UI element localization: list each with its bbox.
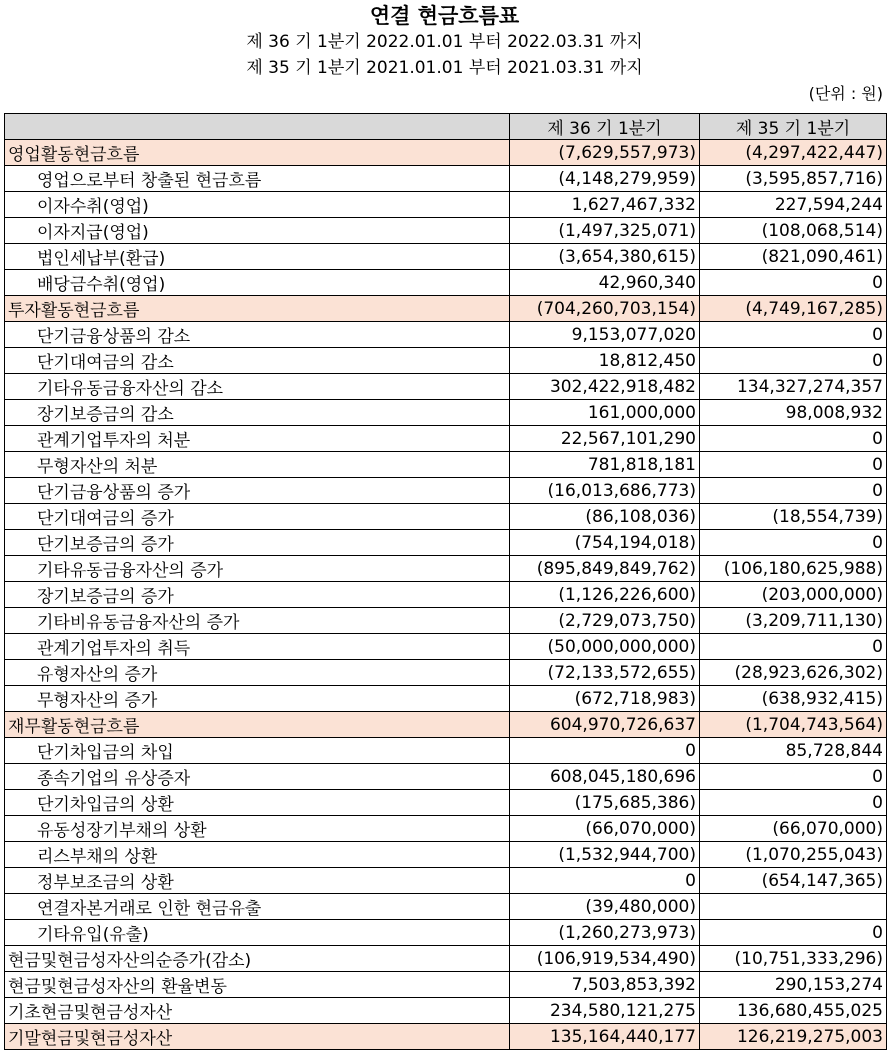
table-row [5, 764, 887, 790]
value-current: (106,919,534,490) [510, 946, 700, 972]
value-current: (66,070,000) [510, 816, 700, 842]
value-prior: 0 [700, 348, 887, 374]
value-prior: 227,594,244 [700, 192, 887, 218]
value-current: 42,960,340 [510, 270, 700, 296]
page-title: 연결 현금흐름표 [369, 4, 520, 28]
value-prior: 0 [700, 478, 887, 504]
value-current: (704,260,703,154) [510, 296, 700, 322]
header-account [5, 114, 510, 140]
value-current: (4,148,279,959) [510, 166, 700, 192]
table-row [5, 920, 887, 946]
table-row [5, 322, 887, 348]
row-label: 단기대여금의 증가 [5, 504, 510, 530]
table-header-row [5, 114, 887, 140]
value-prior: 98,008,932 [700, 400, 887, 426]
value-prior: 0 [700, 530, 887, 556]
row-label: 단기금융상품의 감소 [5, 322, 510, 348]
value-current: (175,685,386) [510, 790, 700, 816]
value-current: 135,164,440,177 [510, 1024, 700, 1050]
value-prior: (821,090,461) [700, 244, 887, 270]
row-label: 현금및현금성자산의순증가(감소) [5, 946, 510, 972]
value-prior: (106,180,625,988) [700, 556, 887, 582]
row-label: 배당금수취(영업) [5, 270, 510, 296]
value-prior: 85,728,844 [700, 738, 887, 764]
value-prior: (66,070,000) [700, 816, 887, 842]
period-current: 제 36 기 1분기 2022.01.01 부터 2022.03.31 까지 [246, 32, 643, 52]
value-prior: 126,219,275,003 [700, 1024, 887, 1050]
value-prior: (1,704,743,564) [700, 712, 887, 738]
value-prior: 0 [700, 764, 887, 790]
row-label: 단기차입금의 차입 [5, 738, 510, 764]
value-current: (86,108,036) [510, 504, 700, 530]
period-prior: 제 35 기 1분기 2021.01.01 부터 2021.03.31 까지 [246, 58, 643, 78]
row-label: 단기금융상품의 증가 [5, 478, 510, 504]
table-row [5, 1024, 887, 1050]
table-row [5, 348, 887, 374]
table-row [5, 296, 887, 322]
row-label: 관계기업투자의 처분 [5, 426, 510, 452]
table-row [5, 998, 887, 1024]
value-current: (1,126,226,600) [510, 582, 700, 608]
table-row [5, 270, 887, 296]
table-row [5, 868, 887, 894]
value-current: 7,503,853,392 [510, 972, 700, 998]
value-current: 18,812,450 [510, 348, 700, 374]
row-label: 기타비유동금융자산의 증가 [5, 608, 510, 634]
row-label: 유동성장기부채의 상환 [5, 816, 510, 842]
value-prior: 0 [700, 452, 887, 478]
row-label: 현금및현금성자산의 환율변동 [5, 972, 510, 998]
value-prior: 0 [700, 790, 887, 816]
table-row [5, 790, 887, 816]
value-prior: (203,000,000) [700, 582, 887, 608]
table-row [5, 140, 887, 166]
value-current: (16,013,686,773) [510, 478, 700, 504]
row-label: 기타유동금융자산의 증가 [5, 556, 510, 582]
value-prior: (18,554,739) [700, 504, 887, 530]
value-current: (754,194,018) [510, 530, 700, 556]
table-row [5, 712, 887, 738]
value-prior: 0 [700, 322, 887, 348]
row-label: 장기보증금의 감소 [5, 400, 510, 426]
table-row [5, 738, 887, 764]
table-row [5, 842, 887, 868]
value-prior: (3,595,857,716) [700, 166, 887, 192]
row-label: 관계기업투자의 취득 [5, 634, 510, 660]
unit-label: (단위 : 원) [808, 84, 883, 103]
value-prior: 134,327,274,357 [700, 374, 887, 400]
table-row [5, 374, 887, 400]
table-row [5, 166, 887, 192]
value-current: 22,567,101,290 [510, 426, 700, 452]
value-prior: (1,070,255,043) [700, 842, 887, 868]
table-row [5, 946, 887, 972]
value-current: (1,260,273,973) [510, 920, 700, 946]
table-row [5, 816, 887, 842]
value-current: 781,818,181 [510, 452, 700, 478]
row-label: 기말현금및현금성자산 [5, 1024, 510, 1050]
table-row [5, 400, 887, 426]
value-current: 608,045,180,696 [510, 764, 700, 790]
value-current: (2,729,073,750) [510, 608, 700, 634]
value-prior: (28,923,626,302) [700, 660, 887, 686]
table-row [5, 192, 887, 218]
value-prior: 136,680,455,025 [700, 998, 887, 1024]
value-prior: 0 [700, 920, 887, 946]
row-label: 종속기업의 유상증자 [5, 764, 510, 790]
value-prior: (3,209,711,130) [700, 608, 887, 634]
value-prior: (4,749,167,285) [700, 296, 887, 322]
value-current: (672,718,983) [510, 686, 700, 712]
row-label: 유형자산의 증가 [5, 660, 510, 686]
row-label: 단기대여금의 감소 [5, 348, 510, 374]
value-prior: (654,147,365) [700, 868, 887, 894]
table-row [5, 478, 887, 504]
table-row [5, 504, 887, 530]
value-current: (1,497,325,071) [510, 218, 700, 244]
row-label: 재무활동현금흐름 [5, 712, 510, 738]
row-label: 기초현금및현금성자산 [5, 998, 510, 1024]
row-label: 장기보증금의 증가 [5, 582, 510, 608]
row-label: 정부보조금의 상환 [5, 868, 510, 894]
value-current: (50,000,000,000) [510, 634, 700, 660]
row-label: 단기차입금의 상환 [5, 790, 510, 816]
row-label: 기타유입(유출) [5, 920, 510, 946]
value-prior: 290,153,274 [700, 972, 887, 998]
value-current: 1,627,467,332 [510, 192, 700, 218]
value-current: (3,654,380,615) [510, 244, 700, 270]
table-row [5, 686, 887, 712]
value-current: (1,532,944,700) [510, 842, 700, 868]
table-row [5, 530, 887, 556]
cash-flow-table [4, 113, 887, 1050]
value-current: (39,480,000) [510, 894, 700, 920]
row-label: 무형자산의 증가 [5, 686, 510, 712]
row-label: 단기보증금의 증가 [5, 530, 510, 556]
value-prior: (638,932,415) [700, 686, 887, 712]
table-row [5, 556, 887, 582]
row-label: 이자수취(영업) [5, 192, 510, 218]
table-row [5, 244, 887, 270]
value-current: 9,153,077,020 [510, 322, 700, 348]
table-row [5, 218, 887, 244]
row-label: 리스부채의 상환 [5, 842, 510, 868]
value-prior: 0 [700, 270, 887, 296]
header-prior-period: 제 35 기 1분기 [700, 114, 887, 140]
row-label: 무형자산의 처분 [5, 452, 510, 478]
header-current-period: 제 36 기 1분기 [510, 114, 700, 140]
value-current: (895,849,849,762) [510, 556, 700, 582]
table-body [5, 140, 887, 1050]
table-row [5, 426, 887, 452]
table-row [5, 894, 887, 920]
table-row [5, 634, 887, 660]
table-row [5, 972, 887, 998]
value-current: 234,580,121,275 [510, 998, 700, 1024]
row-label: 기타유동금융자산의 감소 [5, 374, 510, 400]
value-prior: 0 [700, 426, 887, 452]
value-current: (7,629,557,973) [510, 140, 700, 166]
table-row [5, 582, 887, 608]
row-label: 영업활동현금흐름 [5, 140, 510, 166]
value-current: 0 [510, 738, 700, 764]
value-current: 604,970,726,637 [510, 712, 700, 738]
value-current: 0 [510, 868, 700, 894]
value-prior [700, 894, 887, 920]
table-row [5, 660, 887, 686]
value-current: 302,422,918,482 [510, 374, 700, 400]
report-header [0, 0, 889, 105]
row-label: 이자지급(영업) [5, 218, 510, 244]
value-prior: (4,297,422,447) [700, 140, 887, 166]
value-prior: (10,751,333,296) [700, 946, 887, 972]
value-prior: 0 [700, 634, 887, 660]
row-label: 법인세납부(환급) [5, 244, 510, 270]
table-row [5, 452, 887, 478]
row-label: 영업으로부터 창출된 현금흐름 [5, 166, 510, 192]
row-label: 연결자본거래로 인한 현금유출 [5, 894, 510, 920]
value-prior: (108,068,514) [700, 218, 887, 244]
value-current: (72,133,572,655) [510, 660, 700, 686]
value-current: 161,000,000 [510, 400, 700, 426]
row-label: 투자활동현금흐름 [5, 296, 510, 322]
table-row [5, 608, 887, 634]
